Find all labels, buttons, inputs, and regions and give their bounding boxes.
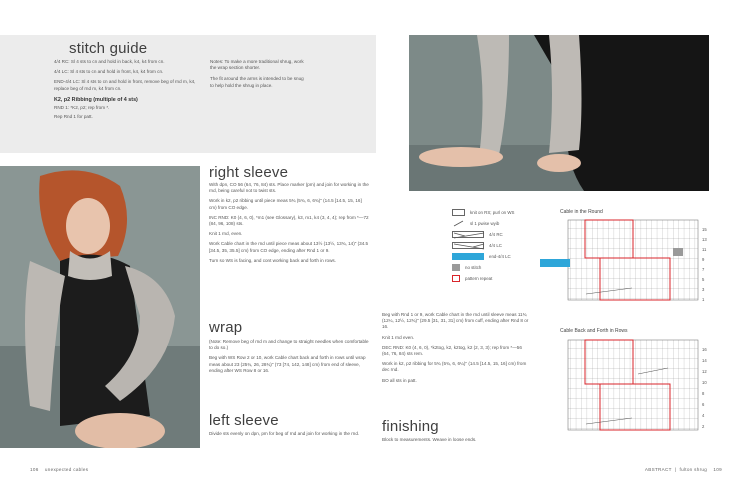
rs-para-5: Work Cable chart in the rnd until piece meas about 13½ (13½, 13¾, 14)" (34.5 [34.5, 35, 35.5] cm) from CO edge, ending after Rnd 1 or 9. — [209, 241, 369, 253]
legend-label: no stitch — [465, 265, 482, 270]
row-num: 14 — [702, 358, 707, 363]
repeat-box-icon — [452, 275, 460, 282]
rc-para-2: Knit 1 rnd even. — [382, 334, 415, 340]
section-name: ABSTRACT — [644, 467, 672, 472]
row-num: 11 — [702, 247, 707, 252]
legend-label: 4/4 RC — [489, 232, 503, 237]
box-icon — [452, 209, 465, 216]
finishing-text: Block to measurements. Weave in loose ends. — [382, 437, 477, 442]
rs-para-6: Turn so WS is facing, and cont working back and forth in rows. — [209, 257, 336, 263]
left-sleeve-text — [209, 431, 369, 437]
guide-line-3: END-4/4 LC: Sl 4 sts to cn and hold in front, remove beg of rnd m, k4, replace beg of rnd m, k4 from cn. — [54, 79, 196, 91]
row-num: 1 — [702, 297, 705, 302]
left-sleeve-title: left sleeve — [209, 412, 279, 429]
model-photo-right — [409, 35, 709, 191]
chart-flat-title: Cable Back and Forth in Rows — [560, 328, 628, 334]
row-num: 4 — [702, 413, 705, 418]
row-num: 16 — [702, 347, 707, 352]
row-num: 5 — [702, 277, 705, 282]
wrap-title: wrap — [209, 319, 243, 336]
guide-line-1: 4/4 RC: Sl 4 sts to cn and hold in back, k4, k4 from cn. — [54, 59, 165, 64]
legend-row-knit — [452, 207, 562, 218]
stitch-guide-text — [54, 59, 204, 120]
note-2: The fit around the arms is intended to be snug to help hold the shrug in place. — [210, 76, 304, 88]
rs-para-4: Knit 1 rnd, even. — [209, 231, 243, 237]
legend-label: sl 1 pwise wyib — [470, 221, 500, 226]
ribbing-line-2: Rep Rnd 1 for patt. — [54, 114, 93, 120]
row-num: 12 — [702, 369, 707, 374]
finishing-title: finishing — [382, 418, 439, 435]
wrap-text — [209, 339, 369, 374]
model-illustration — [0, 166, 200, 448]
chart-flat-grid — [538, 338, 708, 434]
row-num: 8 — [702, 391, 705, 396]
rc-para-4: Work in k2, p2 ribbing for 5¾ (5¾, 6, 6¼)" (14.5 [14.5, 15, 16] cm) from dec rnd. — [382, 361, 527, 373]
legend-label: pattern repeat — [465, 276, 493, 281]
chart-flat-row-numbers — [702, 344, 712, 432]
slash-icon — [452, 220, 465, 227]
chart-round-row-numbers — [702, 225, 712, 305]
legend-label: end-4/4 LC — [489, 254, 511, 259]
rs-para-1: With dpn, CO 56 (64, 76, 84) sts. Place marker (pm) and join for working in the rnd, being careful not to twist sts. — [209, 182, 369, 194]
rs-para-2: Work in k2, p2 ribbing until piece meas 5¾ (5¾, 6, 6¾)" (14.5 [14.5, 15, 16] cm) from CO edge. — [209, 198, 362, 210]
chart-round-grid — [538, 218, 708, 303]
page-number-right: 109 — [713, 467, 722, 472]
cable-rc-icon — [452, 231, 484, 238]
footer-left — [30, 467, 88, 472]
row-num: 13 — [702, 237, 707, 242]
wrap-para-1: (Note: Remove beg of rnd m and change to straight needles when comfortable to do so.) — [209, 339, 369, 351]
ribbing-line-1: RND 1: *K2, p2; rep from *. — [54, 104, 110, 110]
right-sleeve-text — [209, 182, 369, 264]
row-num: 3 — [702, 287, 705, 292]
cable-lc-icon — [452, 242, 484, 249]
pattern-name: fulton shrug — [679, 467, 708, 472]
footer-right: ABSTRACT | fulton shrug 109 — [644, 467, 722, 472]
no-stitch-icon — [452, 264, 460, 271]
legend-label: knit on RS; purl on WS — [470, 210, 515, 215]
row-num: 9 — [702, 257, 705, 262]
rs-para-3: INC RND: K0 (4, 6, 0), *m1 (see Glossary), k3, m1, k4 (3, 4, 4); rep from *—72 (84, 96, 108) sts. — [209, 214, 369, 227]
arm-illustration — [409, 35, 709, 191]
model-photo-left — [0, 166, 200, 448]
note-1: Notes: To make a more traditional shrug, work the wrap section shorter. — [210, 59, 304, 71]
row-num: 10 — [702, 380, 707, 385]
rc-para-5: BO all sts in patt. — [382, 377, 417, 383]
guide-line-2: 4/4 LC: Sl 4 sts to cn and hold in front, k4, k4 from cn. — [54, 69, 164, 75]
end-cable-icon — [452, 253, 484, 260]
rc-para-1: Beg with Rnd 1 or 9, work Cable chart in the rnd until sleeve meas 11¾ (12¼, 12½, 12¾)" (29.5 [31, 31, 31] cm) from cuff, ending after Rnd 8 or 16. — [382, 312, 529, 330]
row-num: 6 — [702, 402, 705, 407]
right-sleeve-title: right sleeve — [209, 164, 289, 181]
page-number-left: 106 — [30, 467, 39, 472]
right-column-text — [382, 312, 530, 384]
chart-round-title: Cable in the Round — [560, 209, 603, 215]
legend-label: 4/4 LC — [489, 243, 502, 248]
stitch-guide-notes — [210, 59, 306, 89]
stitch-guide-title: stitch guide — [69, 40, 148, 57]
book-title: unexpected cables — [44, 467, 89, 472]
row-num: 2 — [702, 424, 705, 429]
wrap-para-2: Beg with WS Row 2 or 10, work Cable chart back and forth in rows until wrap meas about 23 (25¾, 26, 28¾)" (73 [74, 142, 148] cm) from end of sleeve, ending after WS Row 8 or 16. — [209, 355, 366, 373]
row-num: 7 — [702, 267, 705, 272]
ls-para-1: Divide sts evenly on dpn, pm for beg of rnd and join for working in the rnd. — [209, 431, 360, 436]
rc-para-3: DEC RND: K0 (4, 6, 0), *k2tog, k2, k2tog, k2 (2, 3, 3); rep from *—56 (64, 76, 84) sts rem. — [382, 344, 522, 357]
row-num: 15 — [702, 227, 707, 232]
ribbing-title: K2, p2 Ribbing (multiple of 4 sts) — [54, 96, 138, 103]
